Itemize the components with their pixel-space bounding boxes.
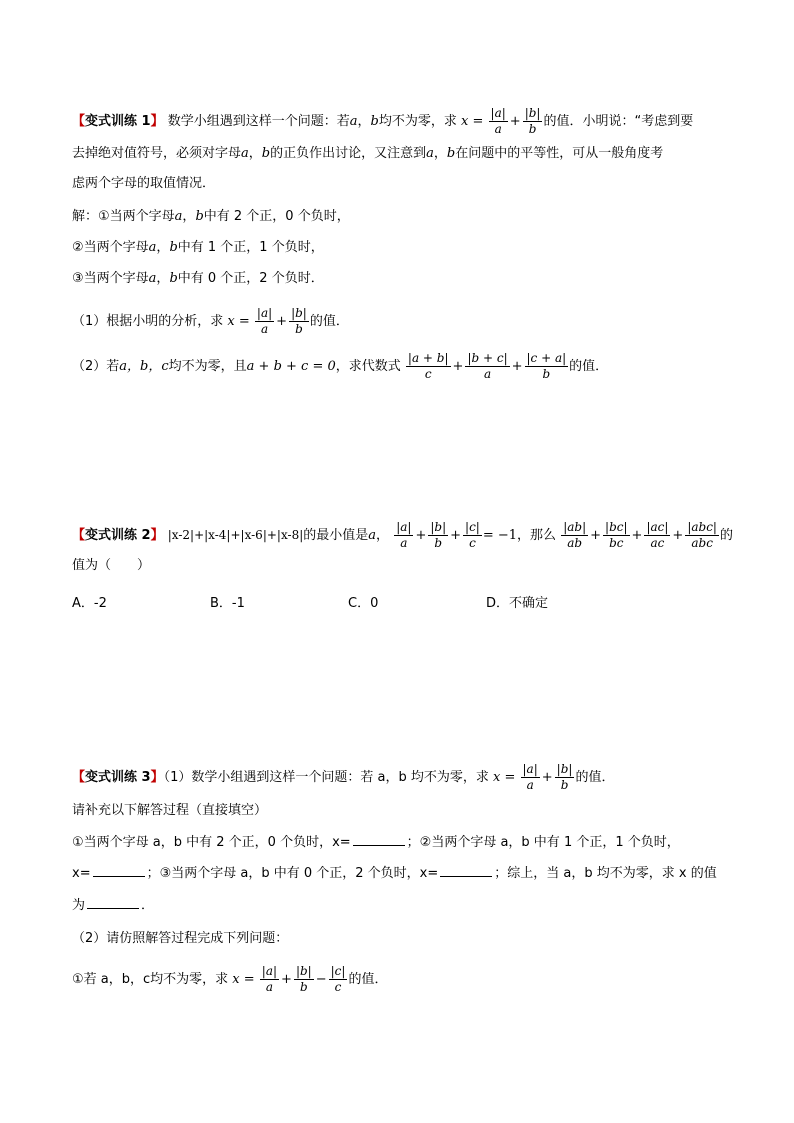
exercise1-question1: （1）根据小明的分析，求 x = $\frac{|a|}{a}$ + $\frac{|b|}{b}$ 的值． — [72, 306, 349, 336]
fraction: $\frac{|b|}{b}$ — [524, 106, 541, 136]
option-b[interactable]: B．-1 — [210, 596, 245, 611]
fraction: $\frac{|a|}{a}$ — [490, 106, 506, 136]
fraction: $\frac{|b|}{b}$ — [430, 520, 447, 550]
exercise3-line7: ①若 a，b，c均不为零，求 x = $\frac{|a|}{a}$ + $\frac{|b|}{b}$ − $\frac{|c|}{c}$ 的值． — [72, 964, 388, 994]
exercise3-line6: （2）请仿照解答过程完成下列问题： — [72, 931, 289, 946]
fraction: $\frac{|c|}{c}$ — [330, 964, 346, 994]
exercise1-line1: 【变式训练 1】 数学小组遇到这样一个问题：若a，b均不为零，求 x = $\frac{|a|}{a}$ + $\frac{|b|}{b}$ 的值．小明说：“考虑到要 — [72, 106, 694, 136]
solution-case1: 解：①当两个字母a，b中有 2 个正，0 个负时， — [72, 209, 350, 224]
option-a[interactable]: A．-2 — [72, 596, 107, 611]
answer-blank-1[interactable] — [353, 833, 405, 846]
fraction: $\frac{|ac|}{ac}$ — [646, 520, 669, 550]
fraction: $\frac{|b|}{b}$ — [291, 306, 307, 336]
exercise1-line3: 虑两个字母的取值情况． — [72, 176, 216, 191]
fraction: $\frac{|bc|}{bc}$ — [605, 520, 628, 550]
answer-blank-4[interactable] — [87, 896, 139, 909]
answer-blank-2[interactable] — [93, 864, 145, 877]
fraction: $\frac{|a|}{a}$ — [261, 964, 278, 994]
exercise3-line3: ①当两个字母 a，b 中有 2 个正，0 个负时，x= ；②当两个字母 a，b 中有 1 个正，1 个负时， — [72, 835, 680, 850]
fraction: $\frac{|ab|}{ab}$ — [563, 520, 587, 550]
solution-case3: ③当两个字母a，b中有 0 个正，2 个负时． — [72, 271, 324, 286]
exercise2-options — [72, 594, 672, 614]
fraction: $\frac{|b|}{b}$ — [295, 964, 312, 994]
exercise1-tag: 【变式训练 1】 — [72, 114, 164, 129]
option-d[interactable]: D．不确定 — [486, 596, 549, 611]
option-c[interactable]: C．0 — [348, 596, 379, 611]
fraction: $\frac{|b + c|}{a}$ — [467, 351, 508, 381]
exercise3-line5: 为 ． — [72, 898, 155, 913]
fraction: $\frac{\text{|abc|}}{\text{abc}}$ — [687, 520, 717, 550]
exercise1-line2: 去掉绝对值符号，必须对字母a，b的正负作出讨论，又注意到a，b在问题中的平等性，可从一般角度考 — [72, 146, 664, 161]
exercise3-tag: 【变式训练 3】 — [72, 770, 164, 785]
fraction: $\frac{|a + b|}{c}$ — [407, 351, 449, 381]
exercise2-tag: 【变式训练 2】 — [72, 528, 164, 543]
exercise3-line2: 请补充以下解答过程（直接填空） — [72, 803, 268, 818]
exercise2-line2: 值为（ ） — [72, 558, 151, 573]
exercise3-line4: x= ；③当两个字母 a，b 中有 0 个正，2 个负时，x= ；综上，当 a，b 均不为零，求 x 的值 — [72, 866, 717, 881]
exercise2-line1: 【变式训练 2】 |x-2|+|x-4|+|x-6|+|x-8|的最小值是a， $\frac{|a|}{a}$ + $\frac{|b|}{b}$ + $\frac{|c|}{c}$ = −1，那么 $\frac{|ab|}{ab}$ + $\frac{|bc|}{bc}$ + $\frac{|ac|}{ac}$ + $\frac{\text{|abc|}}{\text{abc}}$ 的 — [72, 520, 733, 550]
fraction: $\frac{|a|}{a}$ — [256, 306, 273, 336]
fraction: $\frac{|c + a|}{b}$ — [526, 351, 567, 381]
fraction: $\frac{|a|}{a}$ — [522, 762, 538, 792]
fraction: $\frac{|a|}{a}$ — [396, 520, 412, 550]
exercise3-line1: 【变式训练 3】（1）数学小组遇到这样一个问题：若 a，b 均不为零，求 x = $\frac{|a|}{a}$ + $\frac{|b|}{b}$ 的值． — [72, 762, 615, 792]
exercise1-question2: （2）若a，b，c均不为零，且a + b + c = 0，求代数式 $\frac{|a + b|}{c}$ + $\frac{|b + c|}{a}$ + $\frac{|c + a|}{b}$ 的值． — [72, 351, 609, 381]
solution-case2: ②当两个字母a，b中有 1 个正，1 个负时， — [72, 240, 324, 255]
answer-blank-3[interactable] — [440, 864, 492, 877]
fraction: $\frac{|b|}{b}$ — [556, 762, 573, 792]
fraction: $\frac{|c|}{c}$ — [465, 520, 480, 550]
